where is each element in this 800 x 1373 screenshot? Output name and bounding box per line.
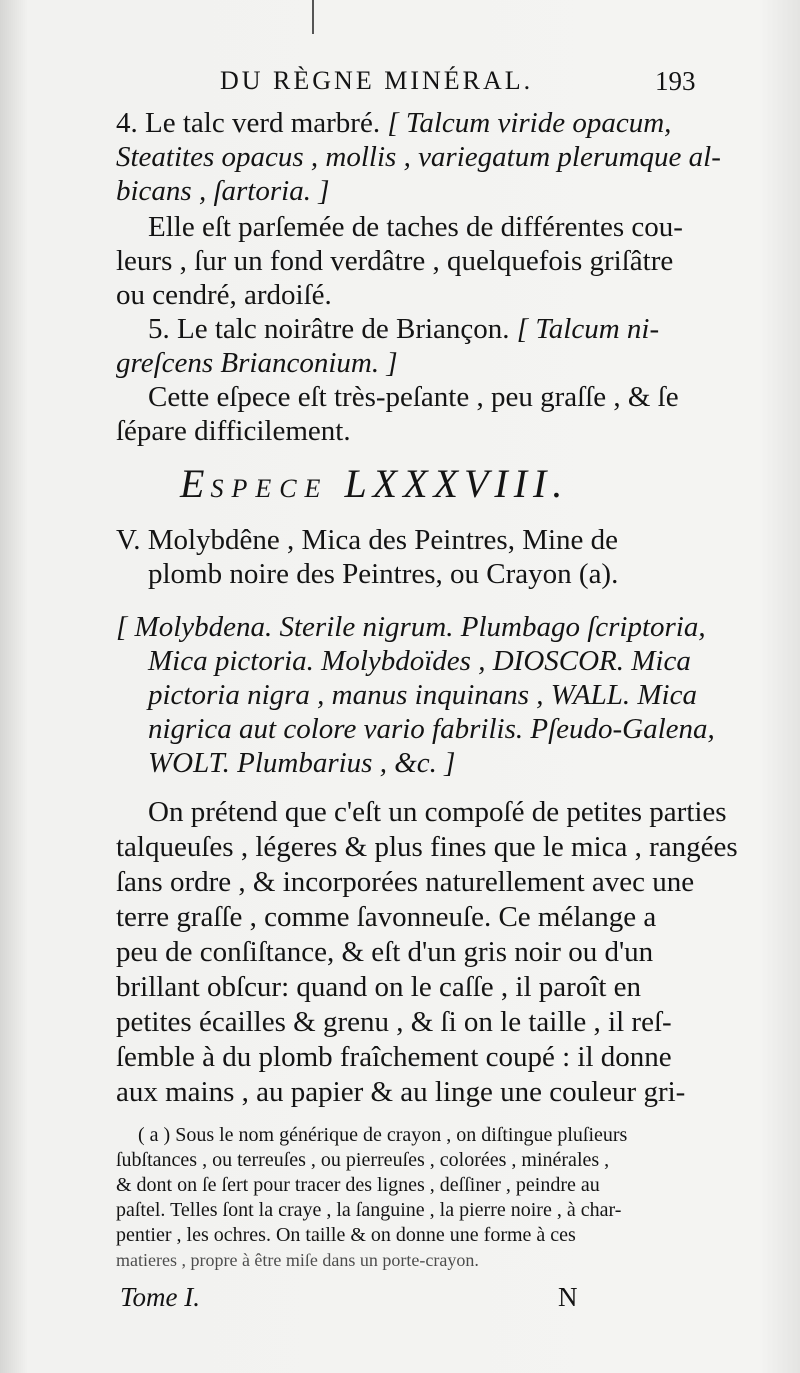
footnote-l4: paſtel. Telles ſont la craye , la ſanguine , la pierre noire , à char- — [116, 1199, 622, 1221]
body-l2: talqueuſes , légeres & plus fines que le mica , rangées — [116, 831, 738, 863]
item5-number: 5. — [148, 313, 170, 345]
item4-latin-l2: Steatites opacus , mollis , variegatum plerumque al- — [116, 141, 721, 173]
item4-desc-l3: ou cendré, ardoiſé. — [116, 279, 332, 311]
item4-number: 4. — [116, 107, 138, 139]
item5-desc-l1: Cette eſpece eſt très-peſante , peu graſſe , & ſe — [148, 381, 679, 413]
body-l5: peu de conſiſtance, & eſt d'un gris noir ou d'un — [116, 936, 654, 968]
footnote-l3: & dont on ſe ſert pour tracer des lignes , deſſiner , peindre au — [116, 1174, 600, 1196]
synonyms-l4: nigrica aut colore vario fabrilis. Pſeudo-Galena, — [148, 713, 715, 745]
page-number: 193 — [655, 66, 696, 96]
item5-desc-l2: ſépare difficilement. — [116, 415, 351, 447]
item4-heading — [116, 106, 671, 140]
item5-heading — [148, 312, 659, 346]
item5-latin-l2: greſcens Brianconium. ] — [116, 347, 398, 379]
item4-desc-l1: Elle eſt parſemée de taches de différentes cou- — [148, 211, 683, 243]
item4-desc-l2: leurs , ſur un fond verdâtre , quelquefois griſâtre — [116, 245, 674, 277]
item4-latin-l1: [ Talcum viride opacum, — [387, 107, 672, 139]
species-heading — [180, 460, 568, 507]
item4-latin-l3: bicans , ſartoria. ] — [116, 175, 330, 207]
species-lead-letter: E — [180, 461, 211, 506]
item5-name: Le talc noirâtre de Briançon. — [177, 313, 510, 345]
species-numeral: LXXXVIII. — [344, 461, 569, 506]
footnote-l2: ſubſtances , ou terreuſes , ou pierreuſes , colorées , minérales , — [116, 1149, 610, 1171]
synonyms-l1: [ Molybdena. Sterile nigrum. Plumbago ſcriptoria, — [116, 611, 706, 643]
species-title-l2: plomb noire des Peintres, ou Crayon (a). — [148, 558, 619, 590]
body-l6: brillant obſcur: quand on le caſſe , il paroît en — [116, 971, 642, 1003]
synonyms-l3: pictoria nigra , manus inquinans , WALL. Mica — [148, 679, 697, 711]
footnote-l5: pentier , les ochres. On taille & on donne une forme à ces — [116, 1224, 576, 1246]
body-l8: ſemble à du plomb fraîchement coupé : il donne — [116, 1041, 672, 1073]
body-l7: petites écailles & grenu , & ſi on le taille , il reſ- — [116, 1006, 672, 1038]
body-l1: On prétend que c'eſt un compoſé de petites parties — [148, 796, 727, 828]
item4-name: Le talc verd marbré. — [145, 107, 381, 139]
footnote-l1: ( a ) Sous le nom générique de crayon , on diſtingue pluſieurs — [138, 1124, 628, 1146]
item5-latin-l1: [ Talcum ni- — [516, 313, 660, 345]
signature-mark: N — [558, 1282, 578, 1312]
species-title-l1: V. Molybdêne , Mica des Peintres, Mine de — [116, 524, 619, 556]
running-title: DU RÈGNE MINÉRAL. — [220, 66, 534, 95]
body-l3: ſans ordre , & incorporées naturellement avec une — [116, 866, 695, 898]
body-l9: aux mains , au papier & au linge une couleur gri- — [116, 1076, 686, 1108]
volume-label: Tome I. — [120, 1282, 201, 1312]
running-header — [0, 66, 800, 106]
species-word: SPECE — [210, 474, 329, 503]
footnote-l6: matieres , propre à être miſe dans un porte-crayon. — [116, 1250, 479, 1270]
synonyms-l5: WOLT. Plumbarius , &c. ] — [148, 747, 456, 779]
synonyms-l2: Mica pictoria. Molybdoïdes , DIOSCOR. Mica — [148, 645, 691, 677]
body-l4: terre graſſe , comme ſavonneuſe. Ce mélange a — [116, 901, 657, 933]
page-mark — [312, 0, 314, 34]
